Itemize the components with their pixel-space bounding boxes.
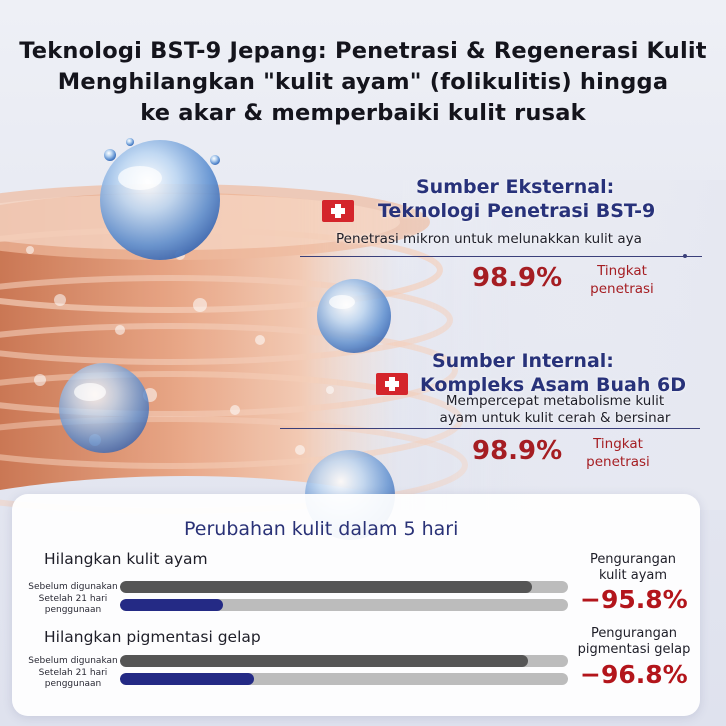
swiss-flag-icon: [376, 373, 408, 395]
after-usage-label-line-2: penggunaan: [44, 679, 102, 689]
water-droplet-icon: [59, 363, 149, 453]
reduction-label-line-1: Pengurangan: [590, 626, 678, 641]
external-stat-label-line-2: penetrasi: [590, 281, 654, 297]
reduction-label-line-2: pigmentasi gelap: [577, 642, 691, 657]
internal-divider: [280, 428, 700, 429]
before-usage-bar: [120, 581, 568, 593]
after-usage-label: [28, 594, 118, 616]
after-usage-bar: [120, 599, 568, 611]
external-stat-value: 98.9%: [472, 263, 563, 293]
result-item-title: Hilangkan kulit ayam: [44, 550, 208, 568]
external-divider: [300, 256, 702, 257]
external-divider-dot: [683, 254, 687, 258]
headline-line-3: ke akar & memperbaiki kulit rusak: [140, 100, 586, 126]
headline-line-1: Teknologi BST-9 Jepang: Penetrasi & Regenerasi Kulit: [19, 38, 707, 64]
reduction-label-line-1: Pengurangan: [589, 552, 677, 567]
reduction-label: [574, 552, 692, 584]
water-droplet-icon: [100, 140, 220, 260]
internal-stat-label-line-2: penetrasi: [586, 454, 650, 470]
after-usage-label-line-1: Setelah 21 hari: [38, 668, 108, 678]
external-stat-label: [582, 262, 662, 298]
internal-stat-value: 98.9%: [472, 436, 563, 466]
before-usage-bar: [120, 655, 568, 667]
internal-description-line-1: Mempercepat metabolisme kulit: [445, 393, 665, 409]
after-usage-bar-fill: [120, 673, 254, 685]
internal-stat-label: [578, 435, 658, 471]
reduction-value: −95.8%: [580, 585, 688, 614]
reduction-label-line-2: kulit ayam: [598, 568, 668, 583]
page-title: [0, 36, 726, 129]
headline-line-2: Menghilangkan "kulit ayam" (folikulitis) hingga: [57, 69, 669, 95]
internal-source-description: [410, 393, 700, 427]
external-source-name: Teknologi Penetrasi BST-9: [378, 200, 656, 222]
results-title: Perubahan kulit dalam 5 hari: [184, 518, 459, 540]
reduction-label: [572, 626, 696, 658]
before-usage-bar-fill: [120, 655, 528, 667]
swiss-flag-icon: [322, 200, 354, 222]
external-source-heading: Sumber Eksternal:: [416, 176, 615, 198]
after-usage-label-line-1: Setelah 21 hari: [38, 594, 108, 604]
before-usage-label: Sebelum digunakan: [28, 582, 118, 592]
external-stat-label-line-1: Tingkat: [597, 263, 647, 279]
after-usage-label-line-2: penggunaan: [44, 605, 102, 615]
internal-source-heading: Sumber Internal:: [432, 350, 614, 372]
after-usage-bar: [120, 673, 568, 685]
internal-source-name: Kompleks Asam Buah 6D: [420, 374, 687, 396]
before-usage-bar-fill: [120, 581, 532, 593]
before-usage-label: Sebelum digunakan: [28, 656, 118, 666]
internal-description-line-2: ayam untuk kulit cerah & bersinar: [439, 410, 671, 426]
result-item-title: Hilangkan pigmentasi gelap: [44, 628, 261, 646]
water-droplet-icon: [317, 279, 391, 353]
external-source-description: Penetrasi mikron untuk melunakkan kulit aya: [336, 231, 642, 247]
after-usage-label: [28, 668, 118, 690]
after-usage-bar-fill: [120, 599, 223, 611]
internal-stat-label-line-1: Tingkat: [593, 436, 643, 452]
reduction-value: −96.8%: [580, 660, 688, 689]
